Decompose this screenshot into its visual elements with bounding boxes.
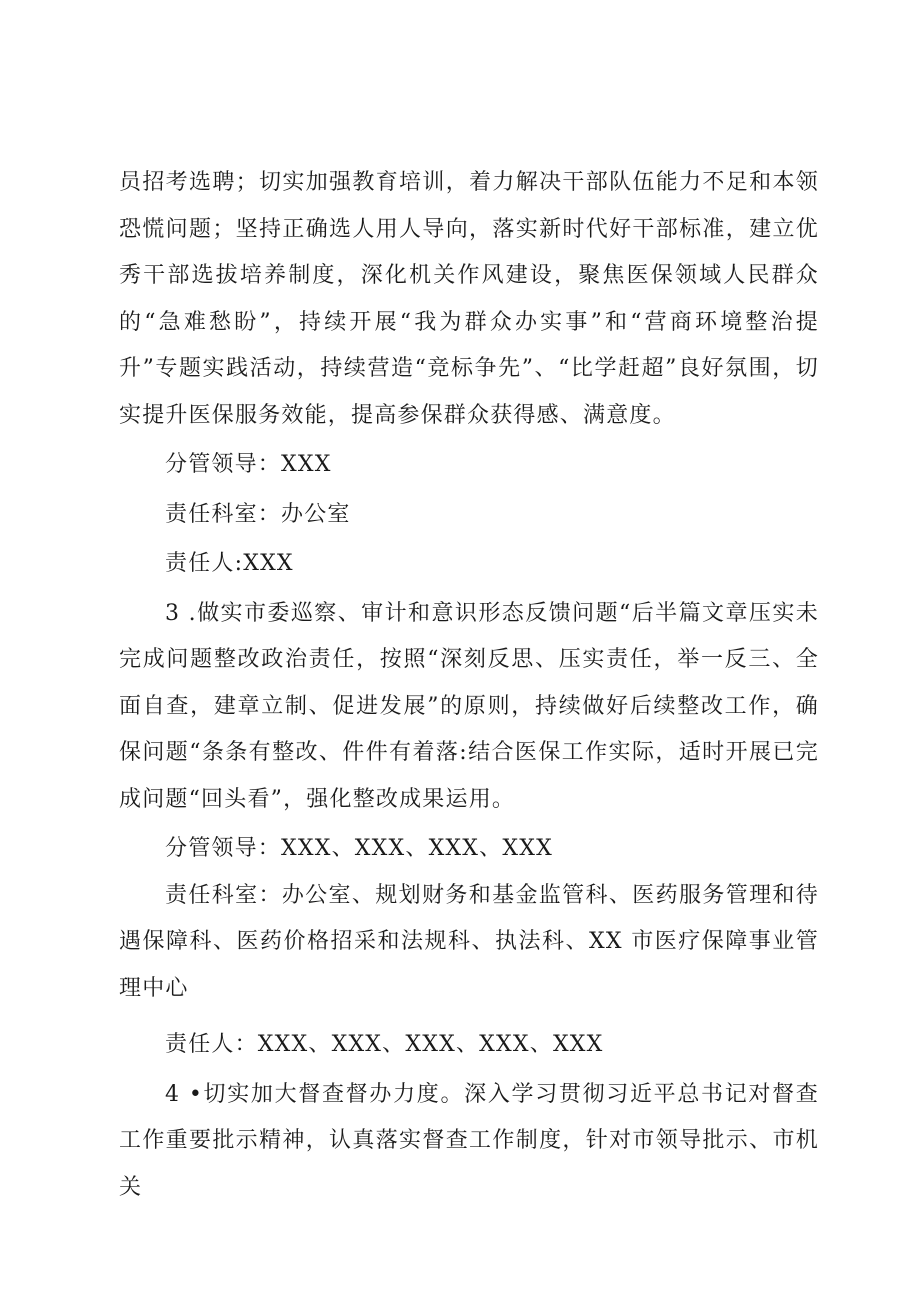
leader-line-1: 分管领导：XXX <box>165 452 332 477</box>
responsible-person-line-1: 责任人:XXX <box>165 551 294 576</box>
leader-line-2: 分管领导：XXX、XXX、XXX、XXX <box>165 836 553 861</box>
paragraph-item-3: 3 .做实市委巡察、审计和意识形态反馈问题“后半篇文章压实未完成问题整改政治责任，按照“深刻反思、压实责任，举一反三、全面自查，建章立制、促进发展”的原则，持续做好后续整改工作，确保问题“条条有整改、件件有着落:结合医保工作实际，适时开展已完成问题“回头看”，强化整改成果运用。 <box>119 600 819 812</box>
responsible-person-line-2: 责任人：XXX、XXX、XXX、XXX、XXX <box>165 1032 604 1057</box>
document-body <box>119 160 819 1211</box>
department-line-2: 责任科室：办公室、规划财务和基金监管科、医药服务管理和待遇保障科、医药价格招采和法规科、执法科、XX 市医疗保障事业管理中心 <box>119 882 819 1001</box>
department-line-1: 责任科室：办公室 <box>165 501 351 527</box>
paragraph-continuation: 员招考选聘；切实加强教育培训，着力解决干部队伍能力不足和本领恐慌问题；坚持正确选人用人导向，落实新时代好干部标准，建立优秀干部选拔培养制度，深化机关作风建设，聚焦医保领域人民群众的“急难愁盼”，持续开展“我为群众办实事”和“营商环境整治提升”专题实践活动，持续营造“竞标争先”、“比学赶超”良好氛围，切实提升医保服务效能，提高参保群众获得感、满意度。 <box>119 170 819 428</box>
paragraph-item-4: 4 •切实加大督查督办力度。深入学习贯彻习近平总书记对督查工作重要批示精神，认真落实督查工作制度，针对市领导批示、市机关 <box>119 1081 819 1200</box>
